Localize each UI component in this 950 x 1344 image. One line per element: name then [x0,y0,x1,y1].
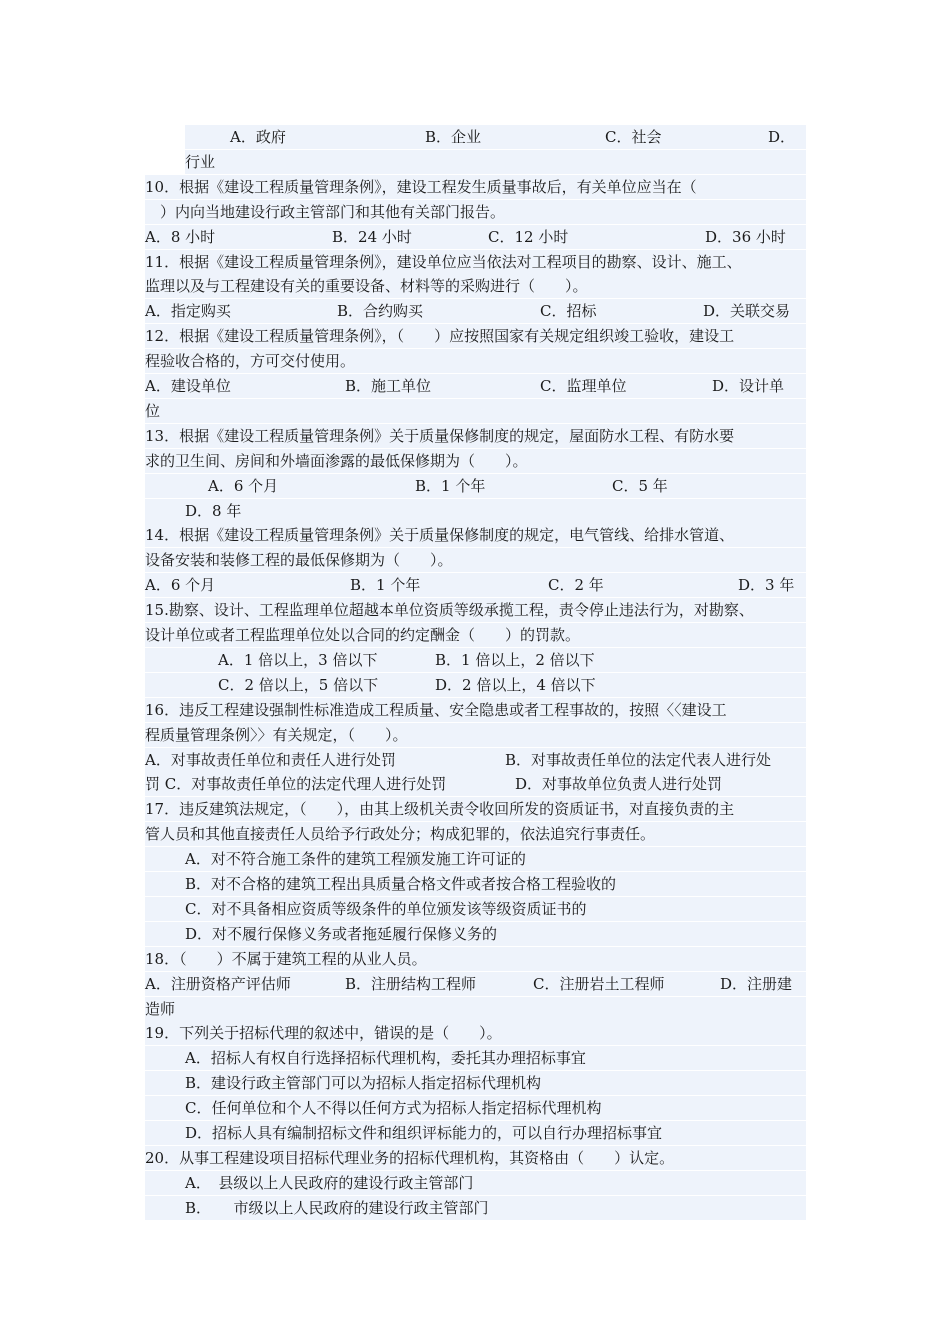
text-line [145,1171,806,1195]
text-line [145,573,806,597]
answer-option: B．注册结构工程师 [345,974,477,993]
line-text: 16．违反工程建设强制性标准造成工程质量、安全隐患或者工程事故的，按照〈〈建设工 [145,700,727,719]
text-line [145,499,806,523]
answer-option: D．36 小时 [705,227,786,246]
answer-option: A．指定购买 [145,302,231,321]
text-line [145,648,806,672]
text-line [145,748,806,772]
answer-option: A．建设单位 [145,377,231,395]
text-line [145,623,806,647]
line-text: D．8 年 [185,501,242,520]
answer-option: A．对事故责任单位和责任人进行处罚 [145,750,396,769]
text-line [145,200,806,224]
line-text: ）内向当地建设行政主管部门和其他有关部门报告。 [145,202,506,221]
answer-option: B．1 个年 [350,576,421,595]
answer-option: D．设计单 [712,377,785,395]
text-line [145,698,806,722]
answer-option: B．1 个年 [415,476,486,495]
text-line [145,349,806,373]
line-text: 设计单位或者工程监理单位处以合同的约定酬金（ ）的罚款。 [145,626,581,644]
answer-option: A．政府 [230,128,286,146]
line-text: 15.勘察、设计、工程监理单位超越本单位资质等级承揽工程，责令停止违法行为，对勘察、 [145,601,754,620]
line-text: C．对不具备相应资质等级条件的单位颁发该等级资质证书的 [185,899,587,918]
answer-option: B．1 倍以上，2 倍以下 [435,650,595,669]
answer-option: C．12 小时 [488,227,569,246]
text-line [145,872,806,896]
text-line [145,598,806,622]
text-line [145,922,806,946]
text-line [145,847,806,871]
answer-option: D．3 年 [738,576,795,595]
line-text: D．对不履行保修义务或者拖延履行保修义务的 [185,924,498,943]
line-text: A．对不符合施工条件的建筑工程颁发施工许可证的 [185,850,526,869]
text-line [145,424,806,448]
text-line [145,1146,806,1170]
line-text: 20．从事工程建设项目招标代理业务的招标代理机构，其资格由（ ）认定。 [145,1148,675,1167]
text-line [145,947,806,971]
line-text: 10．根据《建设工程质量管理条例》，建设工程发生质量事故后，有关单位应当在（ [145,177,697,196]
text-line [145,797,806,821]
text-line [145,274,806,298]
answer-option: C．2 倍以上，5 倍以下 [218,675,379,694]
text-line [145,1196,806,1220]
text-line [145,997,806,1021]
text-line [145,723,806,747]
line-text: B．对不合格的建筑工程出具质量合格文件或者按合格工程验收的 [185,875,617,893]
line-text: A．招标人有权自行选择招标代理机构，委托其办理招标事宜 [185,1049,586,1068]
text-line [145,374,806,398]
answer-option: D．注册建 [720,974,793,993]
line-text: 12．根据《建设工程质量管理条例》，（ ）应按照国家有关规定组织竣工验收，建设工 [145,327,735,346]
line-text: C．任何单位和个人不得以任何方式为招标人指定招标代理机构 [185,1099,602,1118]
line-text: 11．根据《建设工程质量管理条例》，建设单位应当依法对工程项目的勘察、设计、施工、 [145,252,742,271]
line-text: 程验收合格的，方可交付使用。 [145,352,356,371]
answer-option: A．6 个月 [145,576,216,595]
text-line [145,972,806,996]
answer-option: D．对事故单位负责人进行处罚 [515,775,723,794]
line-text: 设备安装和装修工程的最低保修期为（ ）。 [145,551,453,570]
text-line [145,250,806,274]
text-line [145,474,806,498]
answer-option: D．2 倍以上，4 倍以下 [435,675,596,694]
line-text: B．建设行政主管部门可以为招标人指定招标代理机构 [185,1074,542,1093]
answer-option: D． [768,128,796,146]
answer-option: D．关联交易 [703,302,791,321]
line-text: 19．下列关于招标代理的叙述中，错误的是（ ）。 [145,1024,502,1043]
answer-option: B．合约购买 [337,302,424,321]
text-line [145,897,806,921]
answer-option: B．24 小时 [332,227,412,246]
line-text: 行业 [185,152,216,171]
text-line [145,1121,806,1145]
text-line [145,399,806,423]
line-text: 造师 [145,999,176,1018]
line-text: 17．违反建筑法规定，（ ），由其上级机关责令收回所发的资质证书，对直接负责的主 [145,800,735,819]
text-line [185,125,806,149]
text-line [145,1071,806,1095]
line-text: 求的卫生间、房间和外墙面渗露的最低保修期为（ ）。 [145,451,528,470]
line-text: 14．根据《建设工程质量管理条例》关于质量保修制度的规定，电气管线、给排水管道、 [145,526,735,545]
line-text: 管人员和其他直接责任人员给予行政处分；构成犯罪的，依法追究行事责任。 [145,825,656,844]
line-text: A． 县级以上人民政府的建设行政主管部门 [185,1173,474,1192]
answer-option: B．企业 [425,128,482,146]
answer-option: A．8 小时 [145,227,216,246]
text-line [145,548,806,572]
answer-option: C．监理单位 [540,377,627,395]
line-text: 18．（ ）不属于建筑工程的从业人员。 [145,949,427,968]
text-line [145,1096,806,1120]
text-line [145,175,806,199]
text-line [185,150,806,174]
answer-option: 罚 C．对事故责任单位的法定代理人进行处罚 [145,775,447,794]
answer-option: C．5 年 [612,476,668,495]
line-text: 13．根据《建设工程质量管理条例》关于质量保修制度的规定，屋面防水工程、有防水要 [145,426,735,445]
text-line [145,523,806,547]
line-text: 位 [145,401,161,420]
text-line [145,673,806,697]
line-text: 程质量管理条例〉〉有关规定，（ ）。 [145,725,408,744]
line-text: 监理以及与工程建设有关的重要设备、材料等的采购进行（ ）。 [145,277,588,296]
line-text: B． 市级以上人民政府的建设行政主管部门 [185,1198,489,1217]
answer-option: C．社会 [605,128,662,146]
text-line [145,225,806,249]
answer-option: B．施工单位 [345,377,432,395]
text-line [145,1021,806,1045]
answer-option: A．6 个月 [208,476,279,495]
answer-option: B．对事故责任单位的法定代表人进行处 [505,750,772,769]
text-line [145,772,806,796]
answer-option: C．招标 [540,302,597,321]
answer-option: C．2 年 [548,576,604,595]
line-text: D．招标人具有编制招标文件和组织评标能力的，可以自行办理招标事宜 [185,1124,663,1142]
text-line [145,324,806,348]
answer-option: C．注册岩土工程师 [533,974,665,993]
text-line [145,822,806,846]
text-line [145,449,806,473]
answer-option: A．1 倍以上，3 倍以下 [218,650,378,669]
answer-option: A．注册资格产评估师 [145,974,291,993]
text-line [145,1046,806,1070]
text-line [145,299,806,323]
